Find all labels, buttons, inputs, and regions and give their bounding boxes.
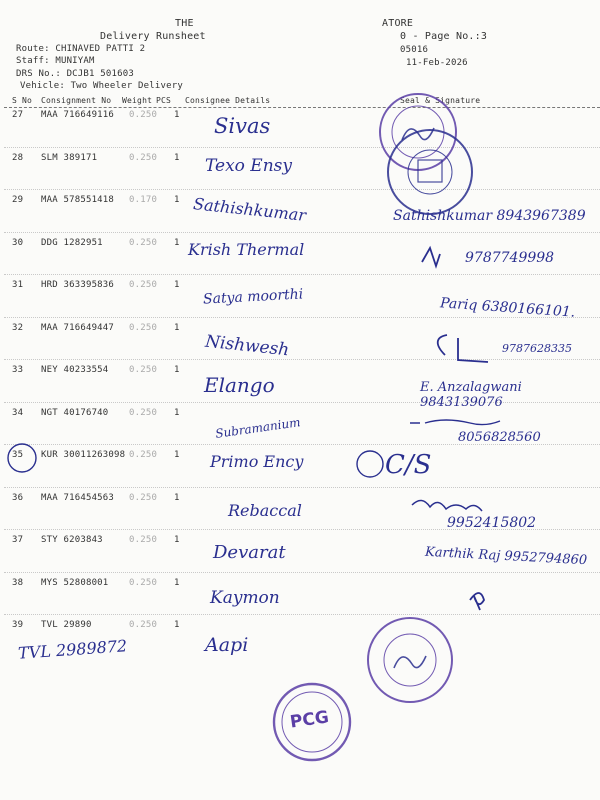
handwritten-signature: Karthik Raj 9952794860: [424, 544, 588, 569]
handwritten-name: Satya moorthi: [202, 286, 304, 308]
row-weight: 0.170: [129, 195, 158, 205]
handwritten-name: Primo Ency: [210, 452, 304, 471]
signature-scribble: [422, 248, 440, 266]
row-consignment-no: MYS 52808001: [41, 578, 109, 588]
handwritten-name: Subramanium: [214, 415, 302, 441]
handwritten-name: Sivas: [214, 114, 271, 138]
row-sno: 27: [12, 110, 24, 120]
college-stamp: [368, 618, 452, 702]
handwritten-signature: 9787749998: [465, 250, 555, 266]
runsheet-number: 05016: [400, 45, 429, 55]
col-seal-signature: Seal & Signature: [400, 96, 481, 105]
handwritten-signature: Pariq 6380166101.: [439, 295, 576, 321]
row-consignment-no: STY 6203843: [41, 535, 103, 545]
row-consignment-no: MAA 716454563: [41, 493, 115, 503]
route-label: Route: CHINAVED PATTI 2: [16, 44, 146, 54]
handwritten-name: Aapi: [205, 634, 249, 656]
signature-scribble: [470, 593, 484, 610]
handwritten-name: Kaymon: [210, 588, 280, 608]
drs-number: DRS No.: DCJB1 501603: [16, 69, 134, 79]
handwritten-signature: 8056828560: [458, 430, 541, 445]
sno-circle-mark: [8, 444, 36, 472]
row-pcs: 1: [174, 110, 180, 120]
page-number: 0 - Page No.:3: [400, 31, 488, 42]
col-consignment: Consignment No: [41, 96, 112, 105]
handwritten-signature: C/S: [385, 450, 432, 480]
header-title-right: ATORE: [382, 18, 414, 29]
row-weight: 0.250: [129, 578, 158, 588]
col-pcs: PCS: [156, 96, 172, 105]
row-pcs: 1: [174, 408, 180, 418]
col-consignee-details: Consignee Details: [185, 96, 271, 105]
row-consignment-no: DDG 1282951: [41, 238, 103, 248]
row-weight: 0.250: [129, 110, 158, 120]
handwritten-name: Sathishkumar: [192, 194, 307, 225]
row-sno: 34: [12, 408, 24, 418]
row-pcs: 1: [174, 280, 180, 290]
row-pcs: 1: [174, 365, 180, 375]
row-sno: 37: [12, 535, 24, 545]
row-consignment-no: HRD 363395836: [41, 280, 115, 290]
signature-scribble: [412, 500, 482, 511]
row-weight: 0.250: [129, 493, 158, 503]
row-pcs: 1: [174, 323, 180, 333]
row-sno: 33: [12, 365, 24, 375]
row-weight: 0.250: [129, 620, 158, 630]
pcg-stamp-text: PCG: [288, 707, 331, 733]
handwritten-name: Devarat: [213, 542, 286, 563]
row-sno: 31: [12, 280, 24, 290]
col-sno: S No: [12, 96, 33, 105]
row-consignment-no: MAA 716649447: [41, 323, 115, 333]
row-sno: 30: [12, 238, 24, 248]
handwritten-signature: 9787628335: [502, 342, 572, 355]
row-weight: 0.250: [129, 535, 158, 545]
row-weight: 0.250: [129, 365, 158, 375]
staff-label: Staff: MUNIYAM: [16, 56, 95, 66]
handwritten-name: Elango: [204, 373, 275, 397]
row-pcs: 1: [174, 493, 180, 503]
handwritten-name: Texo Ensy: [205, 156, 292, 176]
handwritten-name: Nishwesh: [204, 331, 291, 361]
row-consignment-no: KUR 30011263098: [41, 450, 126, 460]
row-sno: 32: [12, 323, 24, 333]
row-pcs: 1: [174, 578, 180, 588]
row-weight: 0.250: [129, 408, 158, 418]
runsheet-label: Delivery Runsheet: [100, 31, 206, 42]
signature-scribble: [410, 420, 500, 425]
handwritten-signature: 9952415802: [447, 515, 537, 531]
row-weight: 0.250: [129, 280, 158, 290]
row-sno: 28: [12, 153, 24, 163]
row-weight: 0.250: [129, 323, 158, 333]
row-consignment-no: MAA 716649116: [41, 110, 115, 120]
vehicle-label: Vehicle: Two Wheeler Delivery: [20, 81, 183, 91]
row-sno: 36: [12, 493, 24, 503]
handwritten-name: Rebaccal: [228, 501, 302, 520]
row-sno: 39: [12, 620, 24, 630]
row-consignment-no: NGT 40176740: [41, 408, 109, 418]
row-consignment-no: SLM 389171: [41, 153, 98, 163]
handwritten-signature: E. Anzalagwani 9843139076: [420, 380, 522, 410]
header-title-left: THE: [175, 18, 194, 29]
row-consignment-no: TVL 29890: [41, 620, 92, 630]
row-consignment-no: MAA 578551418: [41, 195, 115, 205]
row-weight: 0.250: [129, 153, 158, 163]
circled-mark: [357, 451, 383, 477]
row-sno: 38: [12, 578, 24, 588]
row-pcs: 1: [174, 238, 180, 248]
signature-scribble: [438, 335, 488, 362]
handwritten-name: Krish Thermal: [188, 240, 305, 259]
handwritten-signature: Sathishkumar 8943967389: [393, 208, 586, 224]
row-pcs: 1: [174, 153, 180, 163]
row-weight: 0.250: [129, 238, 158, 248]
row-pcs: 1: [174, 450, 180, 460]
col-weight: Weight: [122, 96, 153, 105]
agency-stamp: [388, 130, 472, 214]
row-weight: 0.250: [129, 450, 158, 460]
row-pcs: 1: [174, 535, 180, 545]
row-sno: 35: [12, 450, 24, 460]
handwritten-tvl-note: TVL 2989872: [17, 636, 128, 663]
row-pcs: 1: [174, 195, 180, 205]
row-pcs: 1: [174, 620, 180, 630]
row-consignment-no: NEY 40233554: [41, 365, 109, 375]
row-sno: 29: [12, 195, 24, 205]
runsheet-date: 11-Feb-2026: [406, 58, 468, 68]
